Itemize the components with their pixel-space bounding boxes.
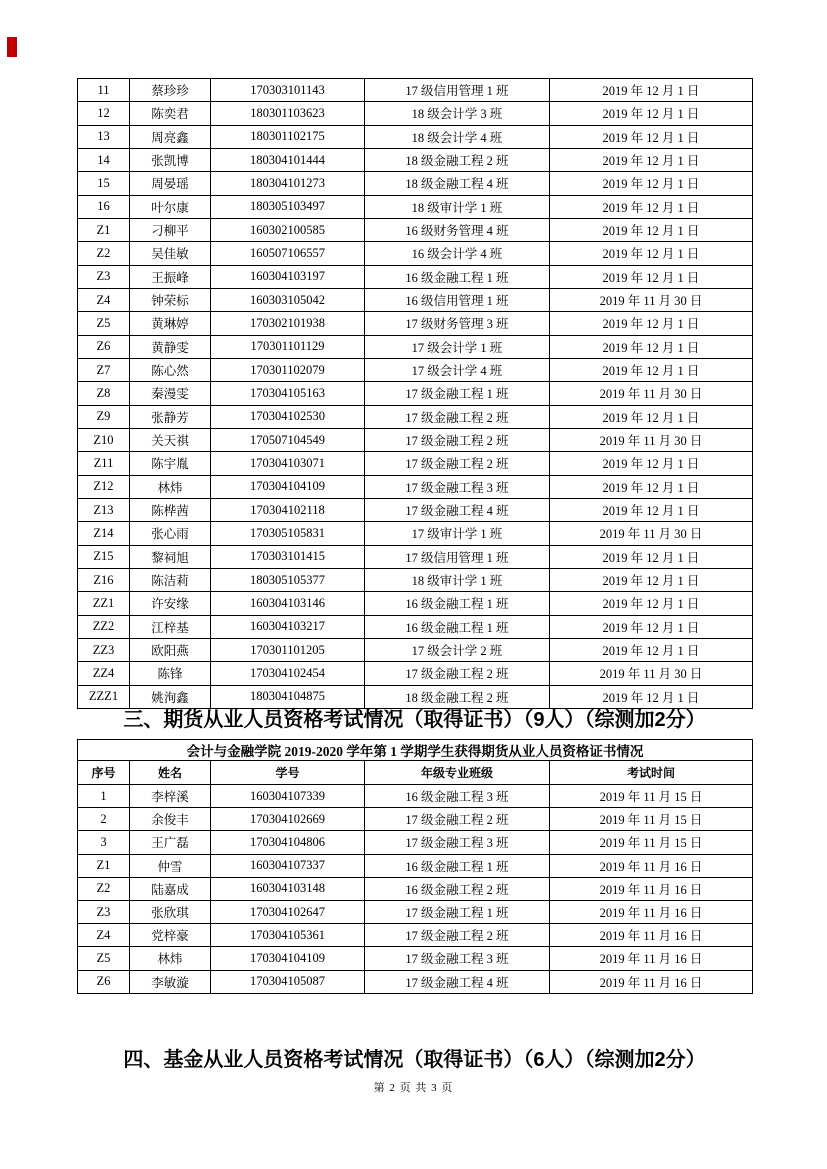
table-cell: 170301102079	[211, 358, 365, 381]
table-cell: 170304102530	[211, 405, 365, 428]
table-cell: 党梓豪	[130, 924, 211, 947]
table-cell: 2019 年 12 月 1 日	[550, 335, 753, 358]
table-cell: Z3	[78, 265, 130, 288]
table-cell: 14	[78, 148, 130, 171]
table-cell: ZZ3	[78, 638, 130, 661]
column-header: 序号	[78, 761, 130, 785]
table-cell: 2019 年 12 月 1 日	[550, 638, 753, 661]
table-cell: 2019 年 12 月 1 日	[550, 685, 753, 708]
table-cell: 170304105087	[211, 970, 365, 993]
table-cell: Z2	[78, 877, 130, 900]
table-cell: 姚洵鑫	[130, 685, 211, 708]
table-cell: 2019 年 12 月 1 日	[550, 358, 753, 381]
table-cell: Z2	[78, 242, 130, 265]
table-cell: Z6	[78, 970, 130, 993]
table-cell: 160304103217	[211, 615, 365, 638]
table-cell: 2019 年 12 月 1 日	[550, 79, 753, 102]
table-row	[78, 877, 753, 900]
table-cell: 2019 年 12 月 1 日	[550, 218, 753, 241]
table-cell: Z5	[78, 312, 130, 335]
table-cell: 陈宇胤	[130, 452, 211, 475]
table-cell: ZZ1	[78, 592, 130, 615]
table-cell: Z7	[78, 358, 130, 381]
table-cell: 18 级审计学 1 班	[365, 195, 550, 218]
table-row	[78, 148, 753, 171]
table-cell: 2019 年 12 月 1 日	[550, 172, 753, 195]
table-cell: Z11	[78, 452, 130, 475]
securities-certificate-table-continuation	[77, 78, 753, 709]
table-cell: 李梓溪	[130, 785, 211, 808]
table-cell: 2019 年 12 月 1 日	[550, 265, 753, 288]
table-cell: 2019 年 12 月 1 日	[550, 125, 753, 148]
table-cell: 周晏瑶	[130, 172, 211, 195]
table-cell: 2019 年 11 月 30 日	[550, 522, 753, 545]
table-cell: 吴佳敏	[130, 242, 211, 265]
table-cell: 16 级金融工程 2 班	[365, 877, 550, 900]
table-cell: 18 级金融工程 4 班	[365, 172, 550, 195]
table-cell: 160507106557	[211, 242, 365, 265]
table-cell: 17 级金融工程 2 班	[365, 452, 550, 475]
table-cell: 160304107337	[211, 854, 365, 877]
table-cell: 16 级金融工程 1 班	[365, 265, 550, 288]
section-heading-fund-exam: 四、基金从业人员资格考试情况（取得证书）（6人）（综测加2分）	[123, 1049, 706, 1071]
table-cell: 秦漫雯	[130, 382, 211, 405]
table-cell: 170507104549	[211, 428, 365, 451]
table-cell: 180305105377	[211, 568, 365, 591]
table-cell: 170304105361	[211, 924, 365, 947]
table-row	[78, 405, 753, 428]
table-cell: 16 级金融工程 1 班	[365, 615, 550, 638]
table-row	[78, 785, 753, 808]
table-header-row	[78, 761, 753, 785]
table-cell: 170304104109	[211, 475, 365, 498]
table-cell: 2019 年 12 月 1 日	[550, 195, 753, 218]
table-cell: 陆嘉成	[130, 877, 211, 900]
table-cell: 江梓基	[130, 615, 211, 638]
table-cell: 2019 年 12 月 1 日	[550, 615, 753, 638]
table-row	[78, 592, 753, 615]
table-cell: 张静芳	[130, 405, 211, 428]
table-cell: 2019 年 11 月 16 日	[550, 877, 753, 900]
table-cell: Z16	[78, 568, 130, 591]
table-cell: 欧阳燕	[130, 638, 211, 661]
table-cell: 2019 年 12 月 1 日	[550, 592, 753, 615]
table-cell: 2019 年 11 月 30 日	[550, 382, 753, 405]
table-cell: 2019 年 11 月 16 日	[550, 924, 753, 947]
table-cell: 17 级会计学 1 班	[365, 335, 550, 358]
table-cell: 陈奕君	[130, 102, 211, 125]
table-row	[78, 638, 753, 661]
table-row	[78, 79, 753, 102]
table-cell: 180305103497	[211, 195, 365, 218]
table-cell: 18 级会计学 3 班	[365, 102, 550, 125]
column-header: 姓名	[130, 761, 211, 785]
table-cell: Z1	[78, 854, 130, 877]
table-cell: 16	[78, 195, 130, 218]
table-cell: 王振峰	[130, 265, 211, 288]
table-cell: 2019 年 11 月 16 日	[550, 970, 753, 993]
table-cell: Z4	[78, 288, 130, 311]
table-cell: 黄琳婷	[130, 312, 211, 335]
table-cell: 16 级金融工程 1 班	[365, 854, 550, 877]
table-row	[78, 831, 753, 854]
table-cell: 黄静雯	[130, 335, 211, 358]
table-title-row	[78, 740, 753, 761]
table-cell: 2	[78, 808, 130, 831]
table-cell: 2019 年 11 月 16 日	[550, 900, 753, 923]
table-row	[78, 522, 753, 545]
table-cell: ZZ4	[78, 662, 130, 685]
table-cell: 160304107339	[211, 785, 365, 808]
table-cell: 3	[78, 831, 130, 854]
table-row	[78, 568, 753, 591]
table-cell: 2019 年 11 月 16 日	[550, 854, 753, 877]
table-cell: ZZ2	[78, 615, 130, 638]
table-cell: 2019 年 12 月 1 日	[550, 568, 753, 591]
table-cell: 170304104109	[211, 947, 365, 970]
table-row	[78, 475, 753, 498]
table-cell: 张凯博	[130, 148, 211, 171]
table-cell: 陈桦茜	[130, 498, 211, 521]
table-cell: 17 级金融工程 2 班	[365, 808, 550, 831]
table-cell: 170304105163	[211, 382, 365, 405]
red-mark	[7, 37, 17, 57]
table-row	[78, 452, 753, 475]
table-cell: Z4	[78, 924, 130, 947]
table-row	[78, 312, 753, 335]
table-cell: 张心雨	[130, 522, 211, 545]
table-cell: 16 级金融工程 3 班	[365, 785, 550, 808]
table-cell: 15	[78, 172, 130, 195]
table-cell: 17 级金融工程 4 班	[365, 498, 550, 521]
table-cell: 仲雪	[130, 854, 211, 877]
table-row	[78, 685, 753, 708]
table-cell: 2019 年 12 月 1 日	[550, 498, 753, 521]
table-cell: 170303101415	[211, 545, 365, 568]
table-cell: 180304101444	[211, 148, 365, 171]
table-cell: 许安缘	[130, 592, 211, 615]
table-cell: ZZZ1	[78, 685, 130, 708]
table-cell: 蔡珍珍	[130, 79, 211, 102]
table-cell: 180301103623	[211, 102, 365, 125]
table-cell: 林炜	[130, 475, 211, 498]
table-cell: 18 级审计学 1 班	[365, 568, 550, 591]
table-cell: 17 级金融工程 4 班	[365, 970, 550, 993]
table-cell: 160304103146	[211, 592, 365, 615]
table-title: 会计与金融学院 2019-2020 学年第 1 学期学生获得期货从业人员资格证书情况	[78, 740, 753, 761]
table-cell: 2019 年 12 月 1 日	[550, 545, 753, 568]
table-cell: 2019 年 12 月 1 日	[550, 405, 753, 428]
table-cell: 17 级金融工程 2 班	[365, 924, 550, 947]
section-heading-futures-exam: 三、期货从业人员资格考试情况（取得证书）（9人）（综测加2分）	[123, 709, 706, 731]
table-cell: Z12	[78, 475, 130, 498]
table-row	[78, 900, 753, 923]
table-cell: 2019 年 11 月 16 日	[550, 947, 753, 970]
table-row	[78, 288, 753, 311]
table-cell: 170302101938	[211, 312, 365, 335]
table-cell: 2019 年 11 月 30 日	[550, 662, 753, 685]
table-cell: 2019 年 11 月 30 日	[550, 288, 753, 311]
table-row	[78, 428, 753, 451]
table-cell: 170304102454	[211, 662, 365, 685]
futures-certificate-table	[77, 739, 753, 994]
column-header: 考试时间	[550, 761, 753, 785]
table-cell: 16 级会计学 4 班	[365, 242, 550, 265]
page-number: 第 2 页 共 3 页	[373, 1082, 454, 1094]
table-cell: 李敏漩	[130, 970, 211, 993]
table-row	[78, 358, 753, 381]
table-cell: 2019 年 12 月 1 日	[550, 475, 753, 498]
table-row	[78, 662, 753, 685]
table-cell: 11	[78, 79, 130, 102]
table-cell: 180301102175	[211, 125, 365, 148]
table-cell: 2019 年 12 月 1 日	[550, 312, 753, 335]
table-cell: 180304101273	[211, 172, 365, 195]
table-cell: 170305105831	[211, 522, 365, 545]
table-cell: Z14	[78, 522, 130, 545]
table-cell: 170304102118	[211, 498, 365, 521]
table-cell: 17 级金融工程 3 班	[365, 947, 550, 970]
table-cell: 18 级金融工程 2 班	[365, 148, 550, 171]
table-cell: 160303105042	[211, 288, 365, 311]
table-cell: 王广磊	[130, 831, 211, 854]
table-cell: 170301101129	[211, 335, 365, 358]
table-cell: 17 级金融工程 2 班	[365, 405, 550, 428]
table-cell: 林炜	[130, 947, 211, 970]
table-cell: 陈锋	[130, 662, 211, 685]
table-cell: 160302100585	[211, 218, 365, 241]
table-row	[78, 265, 753, 288]
table-cell: 170304104806	[211, 831, 365, 854]
table-cell: 17 级信用管理 1 班	[365, 79, 550, 102]
table-row	[78, 335, 753, 358]
table-cell: 17 级审计学 1 班	[365, 522, 550, 545]
table-cell: Z8	[78, 382, 130, 405]
table-row	[78, 854, 753, 877]
table-row	[78, 242, 753, 265]
table-cell: 170301101205	[211, 638, 365, 661]
table-row	[78, 382, 753, 405]
table-cell: 陈心然	[130, 358, 211, 381]
table-cell: 180304104875	[211, 685, 365, 708]
table-cell: 关天祺	[130, 428, 211, 451]
table-row	[78, 195, 753, 218]
table-cell: 18 级金融工程 2 班	[365, 685, 550, 708]
table-cell: 17 级金融工程 3 班	[365, 831, 550, 854]
column-header: 年级专业班级	[365, 761, 550, 785]
table-cell: 余俊丰	[130, 808, 211, 831]
table-cell: 张欣琪	[130, 900, 211, 923]
table-cell: 2019 年 12 月 1 日	[550, 242, 753, 265]
table-row	[78, 172, 753, 195]
table-cell: Z9	[78, 405, 130, 428]
table-cell: 周亮鑫	[130, 125, 211, 148]
table-cell: 17 级信用管理 1 班	[365, 545, 550, 568]
table-row	[78, 947, 753, 970]
table-cell: Z10	[78, 428, 130, 451]
table-row	[78, 545, 753, 568]
table-cell: 钟荣标	[130, 288, 211, 311]
table-cell: 16 级金融工程 1 班	[365, 592, 550, 615]
table-cell: 13	[78, 125, 130, 148]
table-cell: Z3	[78, 900, 130, 923]
table-cell: Z5	[78, 947, 130, 970]
table-row	[78, 218, 753, 241]
table-row	[78, 924, 753, 947]
table-cell: 17 级金融工程 1 班	[365, 382, 550, 405]
table-cell: 刁柳平	[130, 218, 211, 241]
table-cell: 170304103071	[211, 452, 365, 475]
table-cell: 16 级财务管理 4 班	[365, 218, 550, 241]
table-cell: 2019 年 11 月 15 日	[550, 831, 753, 854]
table-cell: 17 级金融工程 2 班	[365, 662, 550, 685]
table-cell: Z13	[78, 498, 130, 521]
table-cell: 叶尔康	[130, 195, 211, 218]
table-row	[78, 125, 753, 148]
table-row	[78, 970, 753, 993]
table-cell: 1	[78, 785, 130, 808]
table-cell: 18 级会计学 4 班	[365, 125, 550, 148]
table-cell: 2019 年 12 月 1 日	[550, 148, 753, 171]
table-row	[78, 102, 753, 125]
table-cell: 2019 年 11 月 15 日	[550, 785, 753, 808]
table-cell: 17 级金融工程 3 班	[365, 475, 550, 498]
table-cell: 2019 年 11 月 30 日	[550, 428, 753, 451]
table-cell: 17 级财务管理 3 班	[365, 312, 550, 335]
table-cell: 12	[78, 102, 130, 125]
table-cell: 2019 年 11 月 15 日	[550, 808, 753, 831]
table-cell: Z15	[78, 545, 130, 568]
table-cell: 17 级会计学 2 班	[365, 638, 550, 661]
table-row	[78, 808, 753, 831]
table-cell: 170303101143	[211, 79, 365, 102]
table-cell: 160304103148	[211, 877, 365, 900]
table-cell: 陈洁莉	[130, 568, 211, 591]
table-row	[78, 498, 753, 521]
column-header: 学号	[211, 761, 365, 785]
table-cell: 黎祠旭	[130, 545, 211, 568]
table-cell: 2019 年 12 月 1 日	[550, 102, 753, 125]
table-cell: 160304103197	[211, 265, 365, 288]
table-cell: 17 级金融工程 2 班	[365, 428, 550, 451]
table-cell: 170304102647	[211, 900, 365, 923]
table-cell: 2019 年 12 月 1 日	[550, 452, 753, 475]
table-cell: 16 级信用管理 1 班	[365, 288, 550, 311]
table-cell: 17 级金融工程 1 班	[365, 900, 550, 923]
table-cell: Z6	[78, 335, 130, 358]
table-cell: 17 级会计学 4 班	[365, 358, 550, 381]
table-row	[78, 615, 753, 638]
table-cell: Z1	[78, 218, 130, 241]
table-cell: 170304102669	[211, 808, 365, 831]
